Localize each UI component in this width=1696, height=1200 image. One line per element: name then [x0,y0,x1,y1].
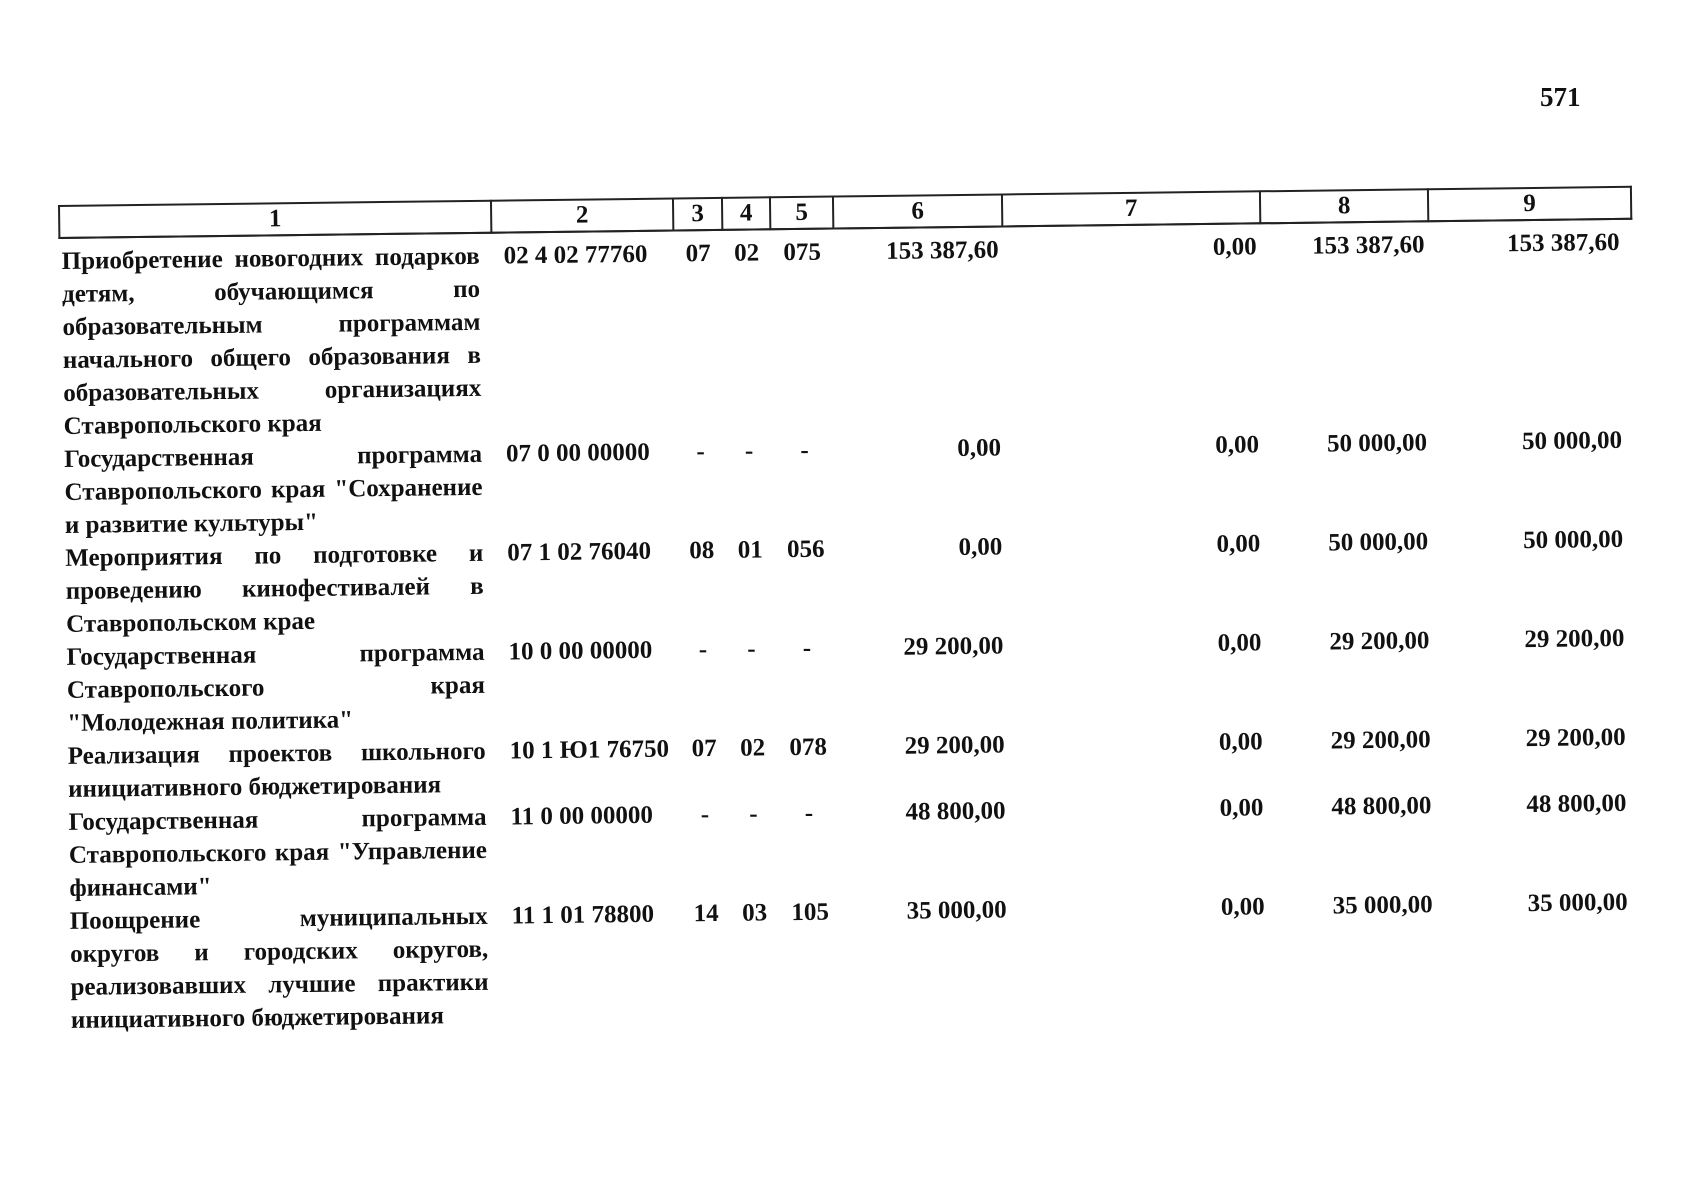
row-name: Государственная программа Ставропольского края "Молодежная политика" [66,638,486,737]
table-row [62,424,1635,542]
row-code-5: 075 [783,238,822,267]
row-value-9: 153 387,60 [1506,228,1620,258]
row-value-7: 0,00 [1219,794,1264,822]
column-header-8: 8 [1260,189,1428,223]
row-subsection: - [744,437,754,465]
row-code: 02 4 02 77760 [503,240,648,270]
column-header-3: 3 [673,198,722,231]
column-header-9: 9 [1428,187,1631,221]
budget-table [58,186,1642,1037]
row-name: Поощрение муниципальных округов и городских округов, реализовавших лучшие практики инициативного бюджетирования [69,902,489,1034]
column-header-2: 2 [491,198,673,232]
column-header-6: 6 [833,194,1002,228]
row-name: Государственная программа Ставропольского края "Управление финансами" [68,803,488,902]
table-row [59,219,1633,443]
row-code-5: - [800,436,809,464]
table-row [63,523,1636,641]
column-header-5: 5 [770,197,833,230]
row-value-8: 48 800,00 [1331,792,1432,821]
table-body [59,219,1641,1037]
row-value-8: 35 000,00 [1332,891,1433,920]
row-value-6: 35 000,00 [906,896,1007,925]
row-value-7: 0,00 [1218,728,1263,756]
table-row [68,886,1641,1037]
row-name: Приобретение новогодних подарков детям, обучающимся по образовательным программам начального общего образования в образовательных организациях Ставропольского края [61,242,482,440]
row-value-6: 0,00 [958,533,1003,562]
page-number: 571 [1540,82,1581,112]
table-row [64,622,1637,740]
row-section: - [698,636,708,664]
row-value-6: 0,00 [957,434,1002,463]
row-value-9: 29 200,00 [1525,723,1626,753]
row-subsection: 02 [740,734,766,762]
table-row [66,787,1639,905]
row-subsection: 03 [742,899,768,927]
row-section: 07 [691,734,717,763]
row-section: 14 [693,899,719,928]
row-subsection: 02 [733,239,760,267]
row-name: Реализация проектов школьного инициативного бюджетирования [67,737,486,803]
row-code-5: - [804,799,814,827]
row-value-9: 29 200,00 [1524,624,1625,654]
row-code-5: - [802,634,812,662]
row-code: 11 1 01 78800 [511,900,655,930]
row-value-8: 29 200,00 [1329,627,1430,656]
row-value-9: 50 000,00 [1523,525,1624,555]
row-section: 08 [689,537,715,565]
row-code: 10 1 Ю1 76750 [509,735,670,765]
row-value-6: 29 200,00 [904,731,1005,760]
row-value-7: 0,00 [1212,233,1257,261]
row-value-9: 50 000,00 [1521,426,1623,456]
row-value-8: 29 200,00 [1330,726,1431,755]
row-code: 11 0 00 00000 [510,801,654,831]
row-code-5: 105 [791,898,830,927]
row-code: 07 0 00 00000 [505,438,650,468]
row-value-7: 0,00 [1215,431,1260,459]
row-value-8: 50 000,00 [1326,429,1428,458]
row-code-5: 056 [786,535,825,564]
row-value-6: 48 800,00 [905,797,1006,826]
budget-table-wrapper [58,186,1640,1037]
row-name: Государственная программа Ставропольского края "Сохранение и развитие культуры" [63,440,483,539]
row-section: - [700,801,710,829]
row-name: Мероприятия по подготовке и проведению кинофестивалей в Ставропольском крае [65,539,484,638]
row-subsection: - [747,635,756,663]
row-value-6: 29 200,00 [903,632,1004,661]
row-subsection: - [749,800,758,828]
column-header-4: 4 [722,197,770,230]
row-code: 10 0 00 00000 [508,636,653,666]
row-code: 07 1 02 76040 [507,537,652,567]
row-section: - [696,438,705,466]
row-value-7: 0,00 [1217,629,1262,657]
row-value-7: 0,00 [1216,530,1261,558]
row-subsection: 01 [737,536,763,564]
row-section: 07 [685,240,711,268]
row-value-8: 50 000,00 [1328,528,1429,557]
row-value-8: 153 387,60 [1311,231,1425,260]
row-value-9: 35 000,00 [1527,888,1628,918]
column-header-7: 7 [1002,191,1260,226]
row-value-9: 48 800,00 [1526,789,1627,819]
row-value-7: 0,00 [1220,893,1265,921]
row-value-6: 153 387,60 [885,236,999,265]
column-header-1: 1 [59,201,491,238]
row-code-5: 078 [789,733,828,762]
